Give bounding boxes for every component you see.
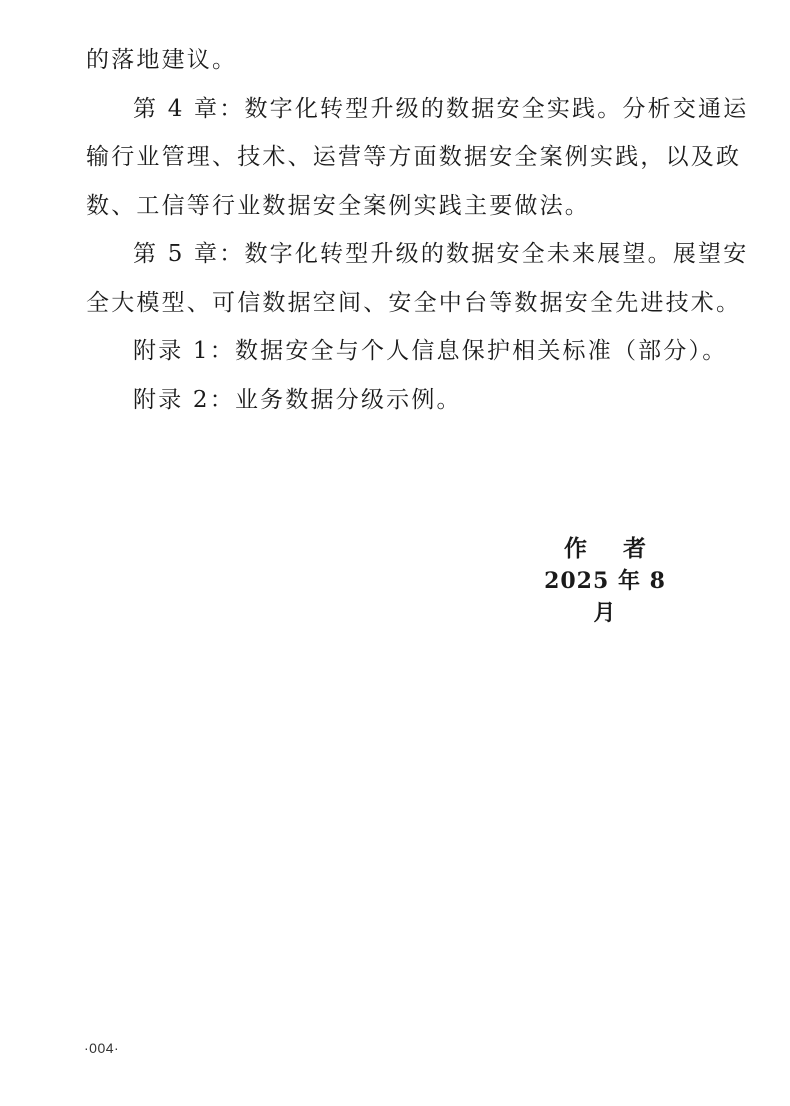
page-number: ·004· [84,1040,120,1056]
signature-author: 作 者 [563,535,660,562]
paragraph-continuation-line: 的落地建议。 [86,47,238,73]
chapter-5-summary-line-1: 第 5 章：数字化转型升级的数据安全未来展望。展望安 [133,241,749,267]
appendix-2-summary: 附录 2：业务数据分级示例。 [133,386,462,413]
chapter-4-summary-line-1: 第 4 章：数字化转型升级的数据安全实践。分析交通运 [133,95,749,122]
chapter-5-summary-line-2: 全大模型、可信数据空间、安全中台等数据安全先进技术。 [86,289,742,316]
chapter-4-summary-line-3: 数、工信等行业数据安全案例实践主要做法。 [86,192,590,219]
chapter-4-summary-line-2: 输行业管理、技术、运营等方面数据安全案例实践，以及政 [86,144,742,170]
signature-block [530,533,680,629]
appendix-1-summary: 附录 1：数据安全与个人信息保护相关标准（部分）。 [133,338,728,364]
signature-date: 2025 年 8 月 [544,568,666,626]
preface-body [86,36,749,424]
